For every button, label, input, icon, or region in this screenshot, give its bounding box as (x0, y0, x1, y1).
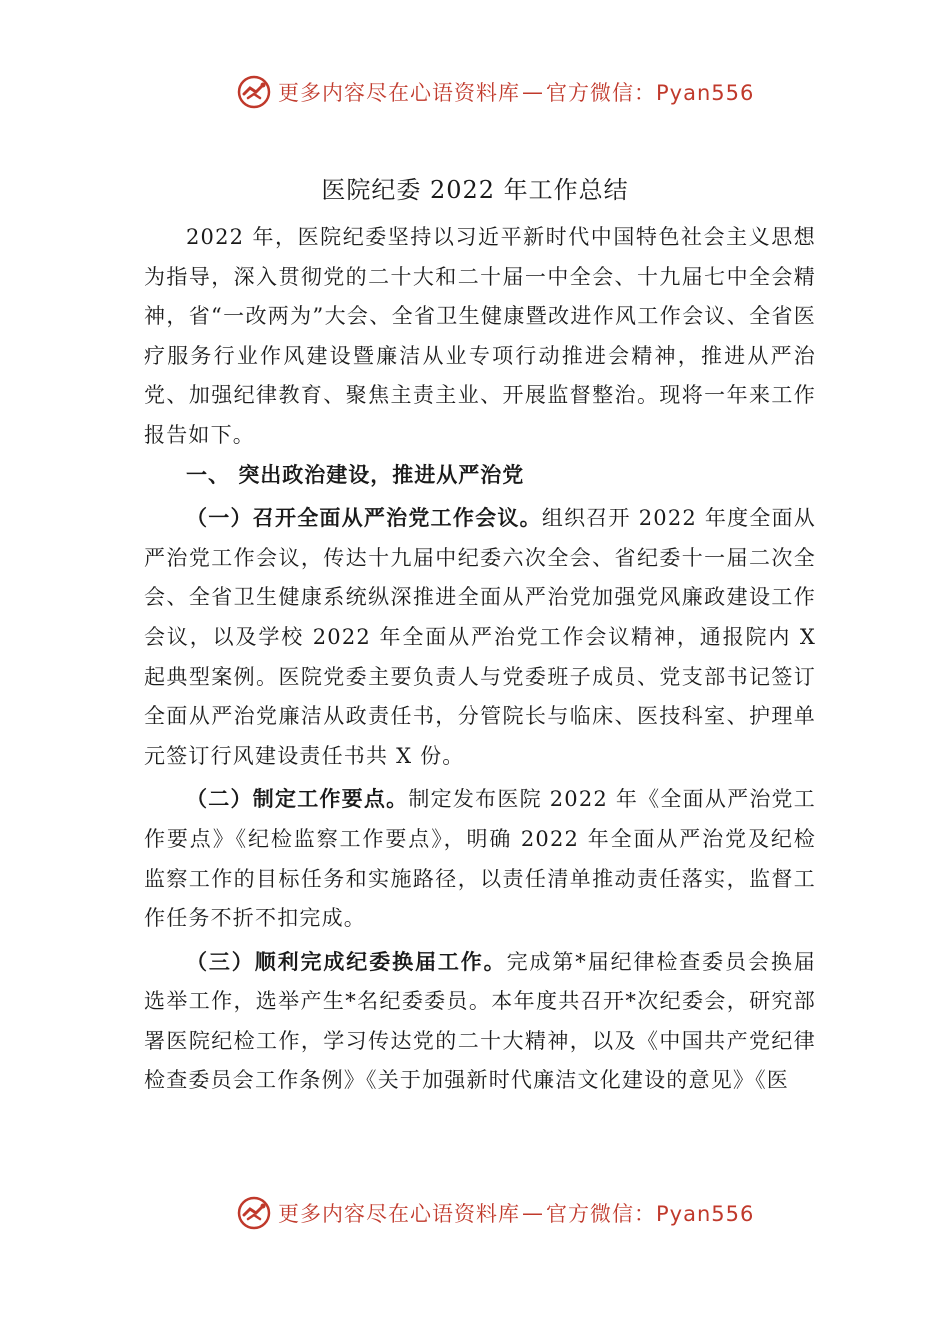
intro-paragraph: 2022 年，医院纪委坚持以习近平新时代中国特色社会主义思想为指导，深入贯彻党的二十大和二十届一中全会、十九届七中全会精神，省“一改两为”大会、全省卫生健康暨改进作风工作会议、全省医疗服务行业作风建设暨廉洁从业专项行动推进会精神，推进从严治党、加强纪律教育、聚焦主责主业、开展监督整治。现将一年来工作报告如下。 (144, 225, 816, 447)
item-lead: （一）召开全面从严治党工作会议。 (186, 506, 542, 531)
item-lead: （三）顺利完成纪委换届工作。 (186, 949, 507, 974)
watermark-header (236, 72, 754, 112)
page-title: 医院纪委 2022 年工作总结 (321, 176, 629, 204)
watermark-text: 更多内容尽在心语资料库 (278, 1202, 520, 1226)
watermark-separator: — (522, 80, 544, 104)
handshake-logo-icon (236, 1195, 272, 1231)
watermark-separator: — (522, 1201, 544, 1225)
item-paragraph (144, 499, 816, 776)
item-body: 制定发布医院 2022 年《全面从严治党工作要点》《纪检监察工作要点》，明确 2022 年全面从严治党及纪检监察工作的目标任务和实施路径，以责任清单推动责任落实，监督工作任务不折不扣完成。 (144, 787, 816, 931)
watermark-text: 更多内容尽在心语资料库 (278, 81, 520, 105)
document-body (144, 218, 816, 1101)
item-paragraph (144, 943, 816, 1101)
handshake-logo-icon (236, 74, 272, 110)
item-paragraph (144, 780, 816, 938)
item-body: 组织召开 2022 年度全面从严治党工作会议，传达十九届中纪委六次全会、省纪委十一届二次全会、全省卫生健康系统纵深推进全面从严治党加强党风廉政建设工作会议，以及学校 2022 年全面从严治党工作会议精神，通报院内 X 起典型案例。医院党委主要负责人与党委班子成员、党支部书记签订全面从严治党廉洁从政责任书，分管院长与临床、医技科室、护理单元签订行风建设责任书共 X 份。 (144, 506, 817, 768)
item-lead: （二）制定工作要点。 (186, 787, 409, 812)
watermark-suffix: 官方微信：Pyan556 (546, 1202, 755, 1226)
section-heading: 一、 突出政治建设，推进从严治党 (186, 462, 525, 487)
item-body: 完成第*届纪律检查委员会换届选举工作，选举产生*名纪委委员。本年度共召开*次纪委会，研究部署医院纪检工作，学习传达党的二十大精神，以及《中国共产党纪律检查委员会工作条例》《关于加强新时代廉洁文化建设的意见》《医 (144, 949, 816, 1093)
watermark-footer (236, 1193, 754, 1233)
watermark-suffix: 官方微信：Pyan556 (546, 81, 755, 105)
